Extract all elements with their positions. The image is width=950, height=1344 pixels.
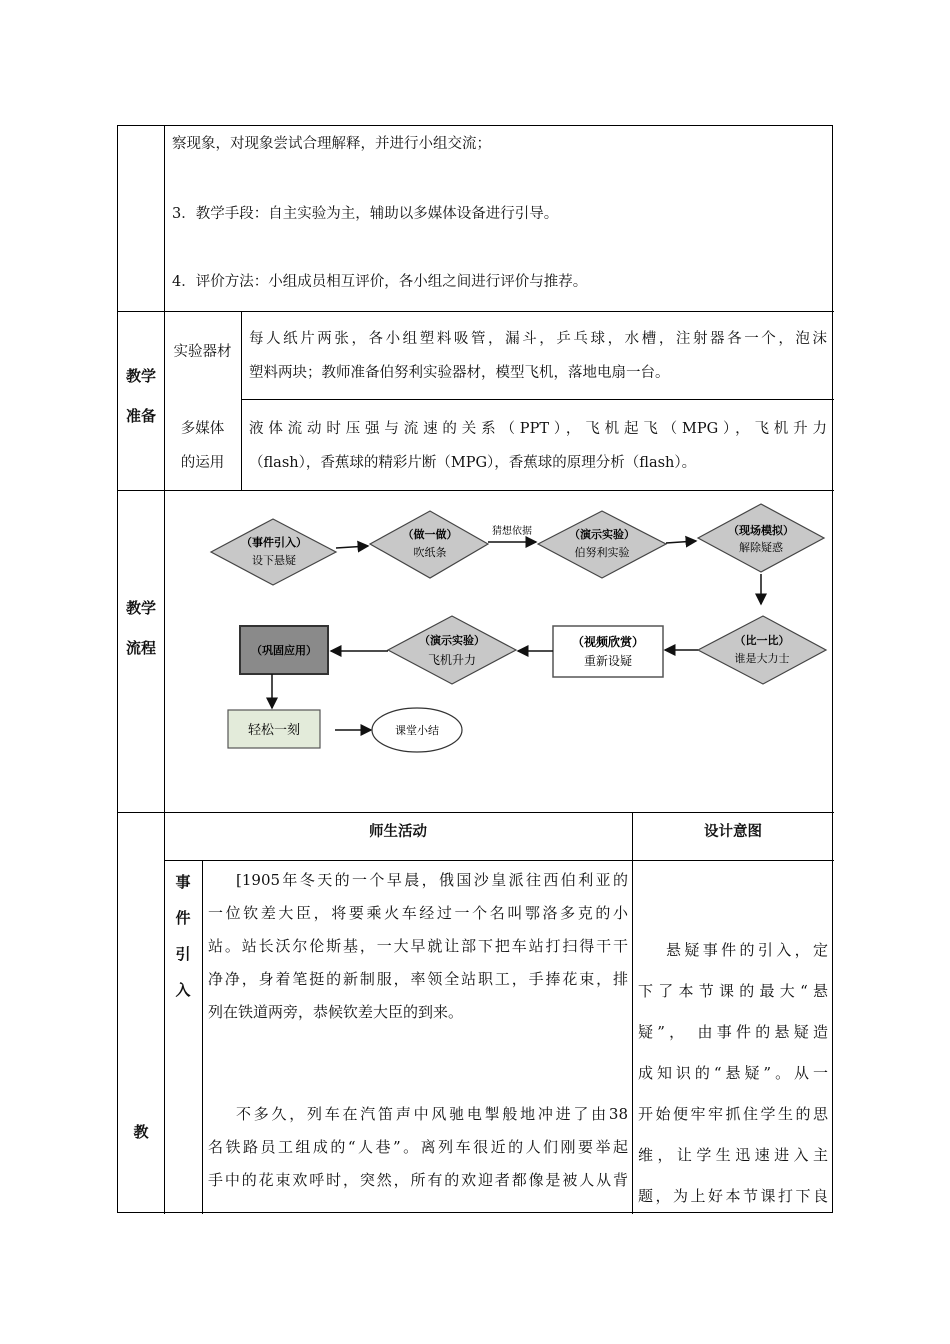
flow-node-1 (211, 519, 336, 585)
flow-label: 教学 流程 (125, 599, 156, 657)
row-divider (118, 490, 834, 491)
flow-node-3-sub: 伯努利实验 (574, 546, 630, 559)
section-char: 引 (175, 945, 191, 963)
intro-line-2: 3．教学手段：自主实验为主，辅助以多媒体设备进行引导。 (172, 206, 559, 222)
teaching-flow-diagram (198, 494, 838, 764)
col-divider (632, 812, 633, 1214)
flow-node-7-title: （演示实验） (419, 634, 485, 647)
flow-node-6-sub: 重新设疑 (583, 654, 633, 668)
media-label: 多媒体 的运用 (180, 421, 225, 471)
flow-node-2 (370, 511, 488, 578)
flow-node-2-sub: 吹纸条 (413, 546, 447, 559)
lesson-plan-table (117, 125, 833, 1213)
prep-label: 教学 准备 (125, 367, 156, 425)
activity-header: 师生活动 (369, 824, 427, 840)
story-paragraph-2: 不多久，列车在汽笛声中风驰电掣般地冲进了由38 名铁路员工组成的“人巷”。离列车很近的人们刚要举起 手中的花束欢呼时，突然，所有的欢迎者都像是被人从背 (208, 1105, 628, 1189)
section-char: 件 (175, 909, 191, 927)
flow-node-6-title: （视频欣赏） (571, 635, 645, 649)
design-intent-text: 悬疑事件的引入，定 下了本节课的最大“悬 疑”， 由事件的悬疑造 成知识的“悬疑”。从一 开始便牢牢抓住学生的思 维，让学生迅速进入主 题，为上好本节课打下良 (638, 941, 828, 1205)
section-char: 事 (175, 873, 191, 891)
flow-node-4 (698, 504, 824, 572)
equipment-label: 实验器材 (173, 344, 232, 360)
flow-edge-label: 猜想依据 (492, 526, 532, 537)
story-paragraph-1: [1905年冬天的一个早晨，俄国沙皇派往西伯利亚的 一位钦差大臣，将要乘火车经过一个名叫鄂洛多克的小 站。站长沃尔伦斯基，一大早就让部下把车站打扫得干干 净净，身着笔挺的新制服，率领全站职工，手捧花束，排 列在铁道两旁，恭候钦差大臣的到来。 (208, 871, 628, 1021)
col-divider (202, 860, 203, 1214)
row-divider (241, 399, 834, 400)
section-char: 入 (175, 981, 191, 999)
flow-node-1-title: （事件引入） (241, 536, 307, 549)
flow-node-4-title: （现场模拟） (728, 524, 794, 537)
media-text: 液体流动时压强与流速的关系（PPT），飞机起飞（MPG），飞机升力 （flash），香蕉球的精彩片断（MPG），香蕉球的原理分析（flash）。 (249, 421, 827, 471)
flow-node-8-title: （巩固应用） (251, 644, 317, 657)
flow-node-5-title: （比一比） (734, 634, 790, 647)
teaching-side-label: 教 (133, 1123, 149, 1141)
flow-node-2-title: （做一做） (402, 528, 458, 541)
flow-node-4-sub: 解除疑惑 (739, 541, 783, 554)
row-divider (118, 311, 834, 312)
flow-node-7-sub: 飞机升力 (427, 653, 477, 667)
flow-node-5-sub: 谁是大力士 (734, 652, 790, 665)
flow-arrow (666, 541, 696, 543)
flow-node-5 (698, 616, 826, 684)
col-divider (241, 311, 242, 490)
flow-node-7 (388, 616, 516, 684)
flow-node-10-title: 课堂小结 (395, 724, 439, 737)
intent-header: 设计意图 (704, 824, 762, 840)
flow-node-6 (553, 626, 663, 677)
row-divider (164, 860, 834, 861)
intro-line-1: 察现象，对现象尝试合理解释，并进行小组交流； (172, 136, 491, 152)
section-label-event-intro (164, 864, 202, 1008)
flow-node-3 (538, 511, 666, 578)
flow-node-9-title: 轻松一刻 (247, 723, 301, 738)
col-divider (164, 126, 165, 1214)
intro-line-3: 4．评价方法：小组成员相互评价，各小组之间进行评价与推荐。 (172, 274, 588, 290)
equipment-text: 每人纸片两张，各小组塑料吸管，漏斗，乒乓球，水槽，注射器各一个，泡沫 塑料两块；教师准备伯努利实验器材，模型飞机，落地电扇一台。 (249, 331, 827, 381)
flow-node-3-title: （演示实验） (569, 528, 635, 541)
flow-node-1-sub: 设下悬疑 (252, 554, 296, 567)
flow-arrow (336, 546, 368, 548)
